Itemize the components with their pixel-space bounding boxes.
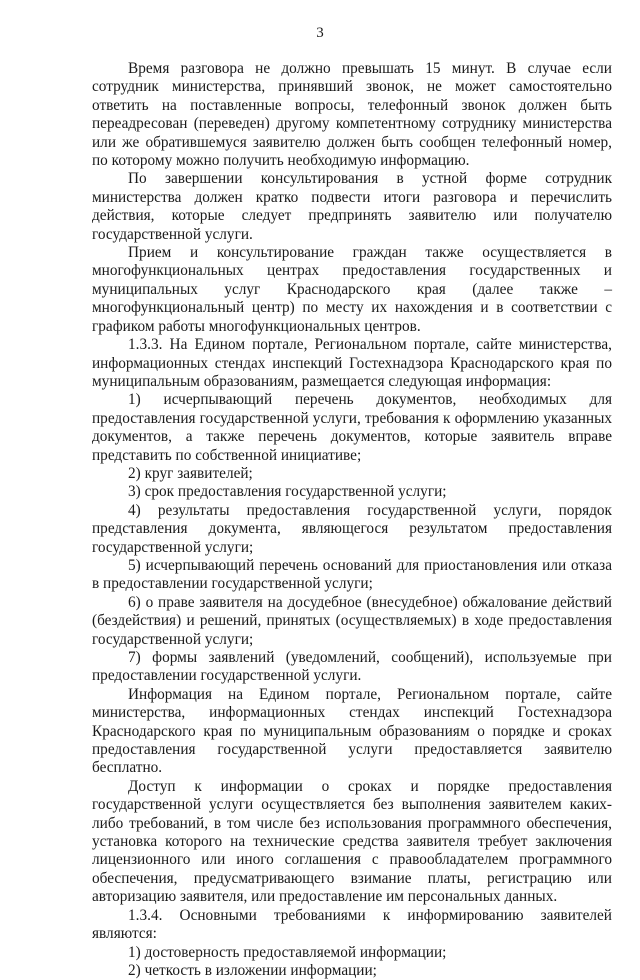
list-item: 2) круг заявителей; (128, 464, 253, 482)
document-body (92, 60, 612, 980)
paragraph-section-1-3-3: 1.3.3. На Едином портале, Региональном портале, сайте министерства, информационных стендах инспекций Гостехнадзора Краснодарского края по муниципальным образованиям, размещается следующая информация: (92, 336, 612, 390)
list-item: 7) формы заявлений (уведомлений, сообщений), используемые при предоставлении государственной услуги. (92, 649, 612, 685)
list-item: 2) четкость в изложении информации; (128, 961, 377, 979)
list-item: 3) срок предоставления государственной услуги; (128, 483, 447, 501)
list-item: 1) достоверность предоставляемой информации; (128, 943, 447, 961)
paragraph-section-1-3-4: 1.3.4. Основными требованиями к информированию заявителей являются: (92, 906, 612, 943)
list-item: 1) исчерпывающий перечень документов, необходимых для предоставления государственной услуги, требования к оформлению указанных документов, а также перечень документов, которые заявитель вправе представить по собственной инициативе; (92, 391, 612, 464)
page-number: 3 (316, 25, 324, 41)
paragraph-free-information: Информация на Едином портале, Региональном портале, сайте министерства, информационных стендах инспекций Гостехнадзора Краснодарского края по муниципальным образованиям о порядке и сроках предоставления государственной услуги предоставляется заявителю бесплатно. (92, 685, 612, 777)
paragraph-call-duration: Время разговора не должно превышать 15 минут. В случае если сотрудник министерства, принявший звонок, не может самостоятельно ответить на поставленные вопросы, телефонный звонок должен быть переадресован (переведен) другому компетентному сотруднику министерства или же обратившемуся заявителю должен быть сообщен телефонный номер, по которому можно получить необходимую информацию. (92, 60, 612, 170)
list-item: 5) исчерпывающий перечень оснований для приостановления или отказа в предоставлении государственной услуги; (92, 556, 612, 593)
paragraph-mfc-reception: Прием и консультирование граждан также осуществляется в многофункциональных центрах предоставления государственных и муниципальных услуг Краснодарского края (далее также – многофункциональный центр) по месту их нахождения и в соответствии с графиком работы многофункциональных центров. (92, 244, 612, 335)
paragraph-information-access: Доступ к информации о сроках и порядке предоставления государственной услуги осуществляется без выполнения заявителем каких-либо требований, в том числе без использования программного обеспечения, установка которого на технические средства заявителя требует заключения лицензионного или иного соглашения с правообладателем программного обеспечения, предусматривающего взимание платы, регистрацию или авторизацию заявителя, или предоставление им персональных данных. (92, 777, 612, 906)
list-item: 4) результаты предоставления государственной услуги, порядок представления документа, являющегося результатом предоставления государственной услуги; (92, 501, 612, 556)
list-item: 6) о праве заявителя на досудебное (внесудебное) обжалование действий (бездействия) и решений, принятых (осуществляемых) в ходе предоставления государственной услуги; (92, 593, 612, 648)
paragraph-consultation-summary: По завершении консультирования в устной форме сотрудник министерства должен кратко подвести итоги разговора и перечислить действия, которые следует предпринять заявителю или получателю государственной услуги. (92, 170, 612, 243)
